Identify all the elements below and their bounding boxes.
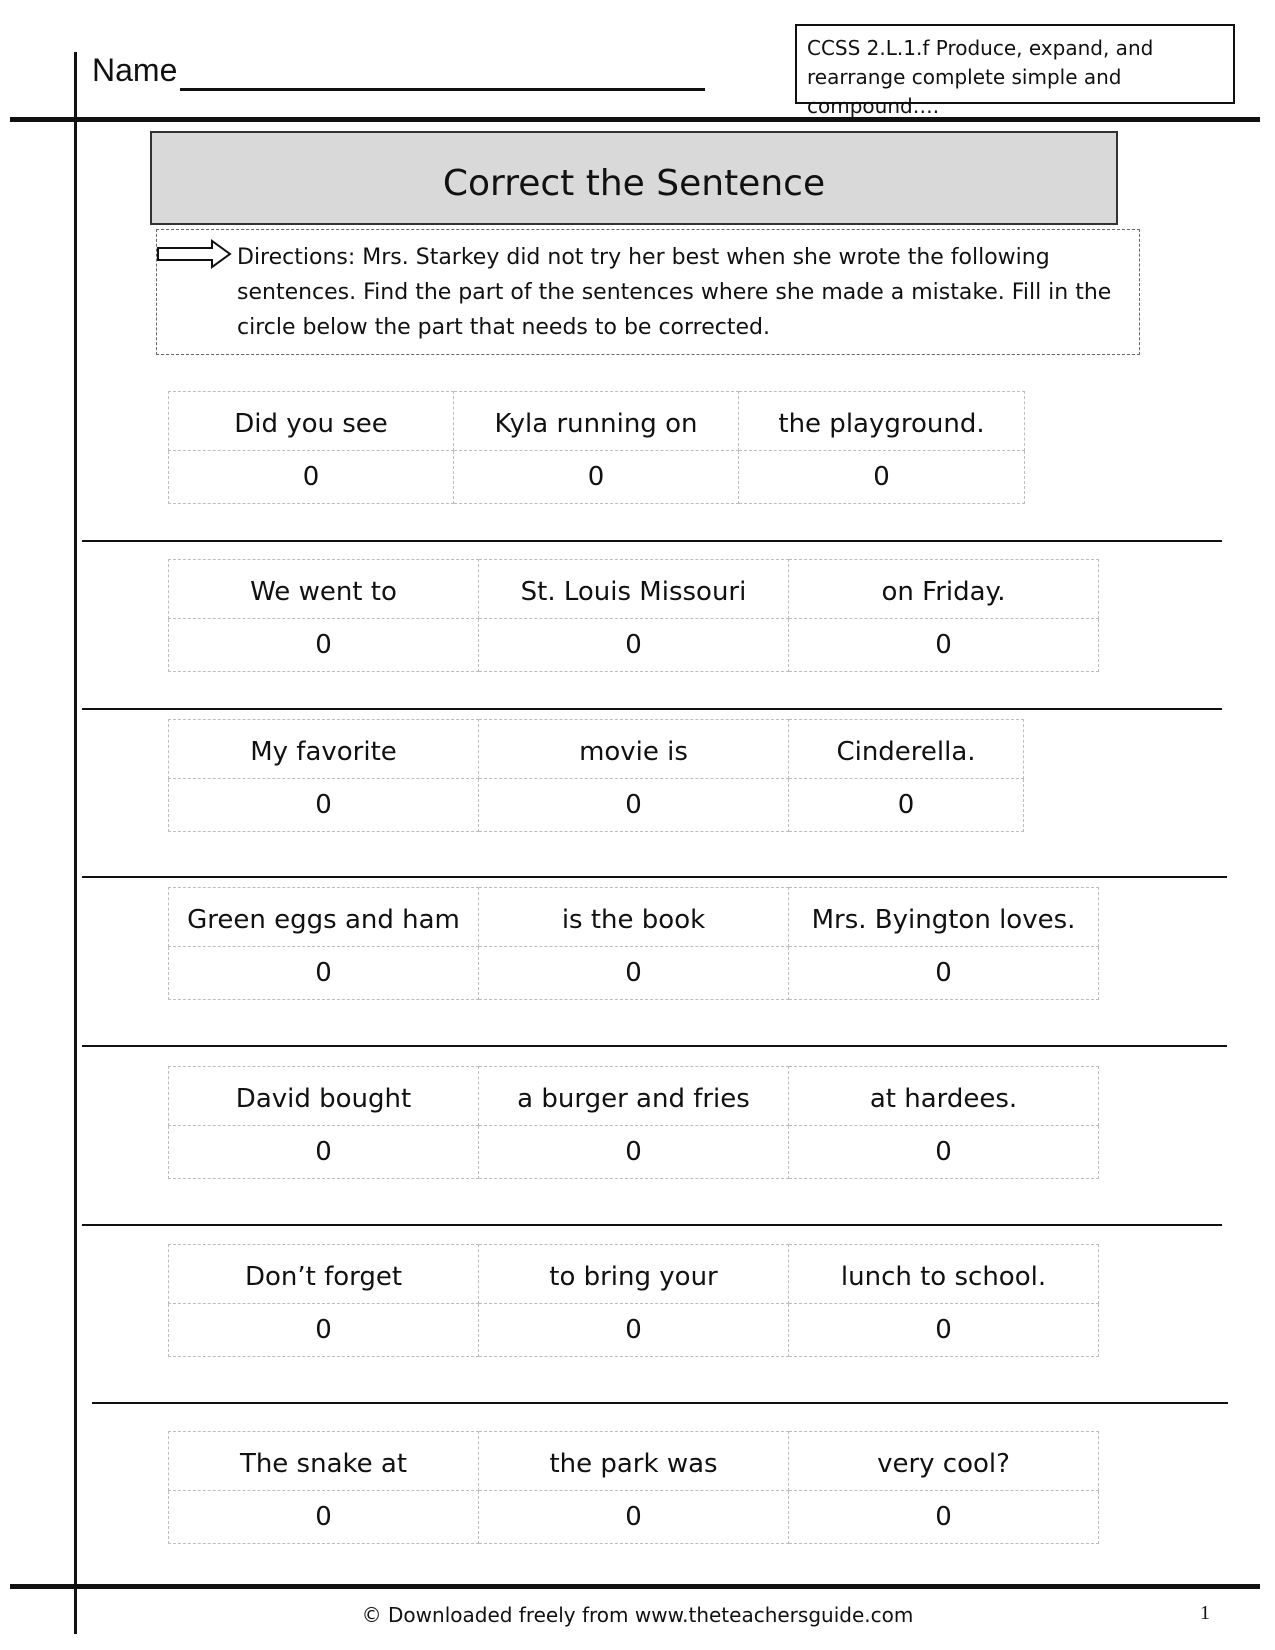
- sentence-part: My favorite: [169, 720, 479, 779]
- sentence-part: Green eggs and ham: [169, 888, 479, 947]
- sentence-part: Did you see: [169, 392, 454, 451]
- sentence-part: at hardees.: [789, 1067, 1099, 1126]
- answer-choice[interactable]: 0: [789, 1491, 1099, 1544]
- sentence-part: movie is: [479, 720, 789, 779]
- sentence-5-table: [168, 1066, 1099, 1179]
- answer-choice[interactable]: 0: [739, 451, 1025, 504]
- answer-choice[interactable]: 0: [454, 451, 739, 504]
- separator-rule: [82, 540, 1222, 542]
- answer-choice[interactable]: 0: [479, 1126, 789, 1179]
- sentence-part: Kyla running on: [454, 392, 739, 451]
- answer-choice[interactable]: 0: [479, 1491, 789, 1544]
- standard-line-2: rearrange complete simple and compound….: [807, 65, 1122, 118]
- separator-rule: [92, 1402, 1228, 1404]
- footer-credit: © Downloaded freely from www.theteachersguide.com: [361, 1603, 914, 1627]
- answer-choice[interactable]: 0: [789, 1304, 1099, 1357]
- sentence-part: a burger and fries: [479, 1067, 789, 1126]
- sentence-part: the park was: [479, 1432, 789, 1491]
- sentence-part: on Friday.: [789, 560, 1099, 619]
- sentence-part: very cool?: [789, 1432, 1099, 1491]
- name-label: Name: [92, 52, 178, 88]
- answer-choice[interactable]: 0: [479, 779, 789, 832]
- sentence-1-table: [168, 391, 1025, 504]
- sentence-part: The snake at: [169, 1432, 479, 1491]
- sentence-7-table: [168, 1431, 1099, 1544]
- sentence-part: lunch to school.: [789, 1245, 1099, 1304]
- separator-rule: [82, 708, 1222, 710]
- answer-choice[interactable]: 0: [169, 779, 479, 832]
- answer-choice[interactable]: 0: [789, 619, 1099, 672]
- page-number: 1: [1200, 1602, 1210, 1624]
- answer-choice[interactable]: 0: [789, 779, 1024, 832]
- answer-choice[interactable]: 0: [479, 1304, 789, 1357]
- standard-line-1: CCSS 2.L.1.f Produce, expand, and: [807, 36, 1154, 60]
- answer-choice[interactable]: 0: [169, 619, 479, 672]
- separator-rule: [82, 1224, 1222, 1226]
- sentence-part: Mrs. Byington loves.: [789, 888, 1099, 947]
- sentence-part: We went to: [169, 560, 479, 619]
- answer-choice[interactable]: 0: [169, 1491, 479, 1544]
- answer-choice[interactable]: 0: [789, 1126, 1099, 1179]
- answer-choice[interactable]: 0: [169, 947, 479, 1000]
- sentence-part: Cinderella.: [789, 720, 1024, 779]
- answer-choice[interactable]: 0: [169, 1304, 479, 1357]
- footer-rule: [10, 1584, 1260, 1589]
- sentence-part: David bought: [169, 1067, 479, 1126]
- sentence-part: to bring your: [479, 1245, 789, 1304]
- name-underline: [180, 88, 705, 91]
- answer-choice[interactable]: 0: [169, 1126, 479, 1179]
- separator-rule: [82, 1045, 1227, 1047]
- sentence-4-table: [168, 887, 1099, 1000]
- separator-rule: [82, 876, 1227, 878]
- margin-line: [74, 52, 77, 1634]
- sentence-part: is the book: [479, 888, 789, 947]
- sentence-3-table: [168, 719, 1024, 832]
- arrow-right-icon: [156, 239, 232, 269]
- sentence-part: Don’t forget: [169, 1245, 479, 1304]
- answer-choice[interactable]: 0: [789, 947, 1099, 1000]
- standard-box: [795, 24, 1235, 118]
- sentence-6-table: [168, 1244, 1099, 1357]
- answer-choice[interactable]: 0: [479, 619, 789, 672]
- worksheet-title: Correct the Sentence: [150, 131, 1118, 225]
- answer-choice[interactable]: 0: [169, 451, 454, 504]
- sentence-2-table: [168, 559, 1099, 672]
- sentence-part: St. Louis Missouri: [479, 560, 789, 619]
- directions-box: [156, 229, 1140, 355]
- answer-choice[interactable]: 0: [479, 947, 789, 1000]
- directions-text: Directions: Mrs. Starkey did not try her best when she wrote the following sentences. Find the part of the sentences where she made a mistake. Fill in the circle below the part that needs to be corrected.: [237, 245, 1112, 340]
- sentence-part: the playground.: [739, 392, 1025, 451]
